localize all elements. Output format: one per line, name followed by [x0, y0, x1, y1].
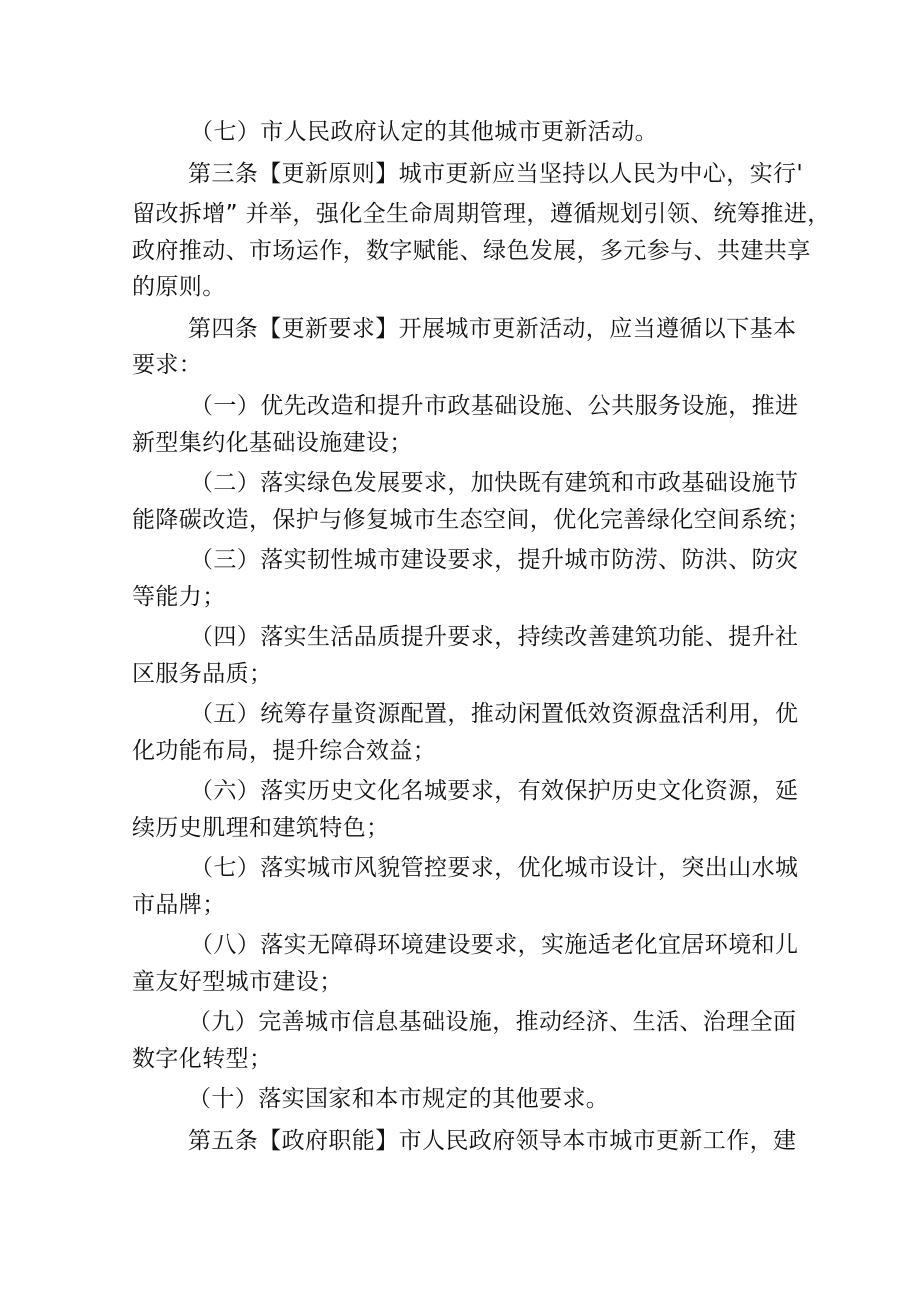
text-line: 的原则。 [132, 274, 226, 300]
text-line: 第五条【政府职能】市人民政府领导本市城市更新工作，建 [188, 1128, 797, 1154]
text-line: 市品牌； [132, 892, 226, 918]
text-line: （一）优先改造和提升市政基础设施、公共服务设施，推进 [190, 393, 799, 419]
text-line: 要求： [132, 352, 203, 378]
text-line: 童友好型城市建设； [132, 969, 343, 995]
text-line: 能降碳改造，保护与修复城市生态空间，优化完善绿化空间系统； [132, 507, 811, 533]
text-line: （五）统筹存量资源配置，推动闲置低效资源盘活利用，优 [190, 701, 799, 727]
text-line: 留改拆增” 并举，强化全生命周期管理，遵循规划引领、统筹推进， [132, 201, 831, 227]
text-line: 第三条【更新原则】城市更新应当坚持以人民为中心，实行' [188, 161, 804, 187]
text-line: 新型集约化基础设施建设； [132, 430, 413, 456]
text-line: （七）落实城市风貌管控要求，优化城市设计，突出山水城 [190, 855, 799, 881]
text-line: （二）落实绿色发展要求，加快既有建筑和市政基础设施节 [190, 470, 799, 496]
text-line: 第四条【更新要求】开展城市更新活动，应当遵循以下基本 [188, 316, 797, 342]
text-line: （八）落实无障碍环境建设要求，实施适老化宜居环境和儿 [190, 932, 799, 958]
text-line: （六）落实历史文化名城要求，有效保护历史文化资源，延 [190, 778, 799, 804]
text-line: （四）落实生活品质提升要求，持续改善建筑功能、提升社 [190, 624, 799, 650]
text-line: 区服务品质； [132, 661, 273, 687]
text-line: 数字化转型； [132, 1046, 273, 1072]
text-line: （七）市人民政府认定的其他城市更新活动。 [190, 119, 658, 145]
text-line: 续历史肌理和建筑特色； [132, 815, 390, 841]
text-line: 政府推动、市场运作，数字赋能、绿色发展，多元参与、共建共享 [132, 238, 811, 264]
text-line: 化功能布局，提升综合效益； [132, 738, 437, 764]
text-line: （三）落实韧性城市建设要求，提升城市防涝、防洪、防灾 [190, 547, 799, 573]
text-line: （九）完善城市信息基础设施，推动经济、生活、治理全面 [188, 1009, 797, 1035]
text-line: 等能力； [132, 584, 226, 610]
text-line: （十）落实国家和本市规定的其他要求。 [188, 1086, 610, 1112]
